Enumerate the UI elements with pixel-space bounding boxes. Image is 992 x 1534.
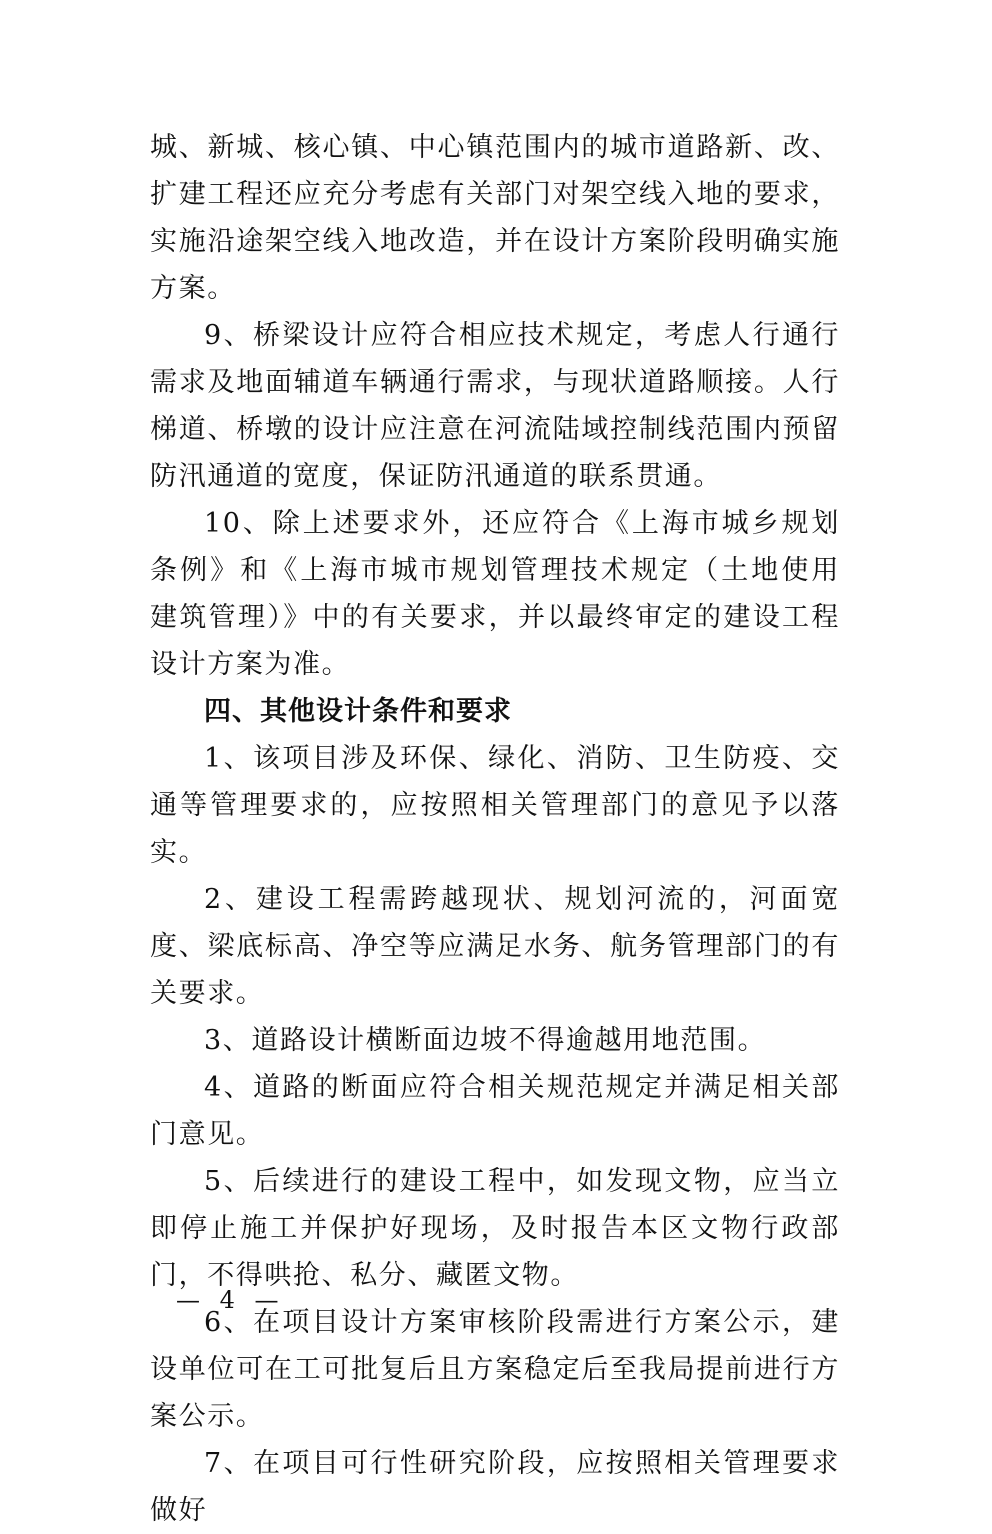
page-number: — 4 — <box>176 1286 285 1314</box>
paragraph-section4-item-2: 2、建设工程需跨越现状、规划河流的，河面宽度、梁底标高、净空等应满足水务、航务管理部门的有关要求。 <box>150 884 840 1009</box>
paragraph-continuation: 城、新城、核心镇、中心镇范围内的城市道路新、改、扩建工程还应充分考虑有关部门对架空线入地的要求，实施沿途架空线入地改造，并在设计方案阶段明确实施方案。 <box>150 132 840 304</box>
paragraph-section4-item-5: 5、后续进行的建设工程中，如发现文物，应当立即停止施工并保护好现场，及时报告本区文物行政部门，不得哄抢、私分、藏匿文物。 <box>150 1166 840 1291</box>
paragraph-section4-item-1: 1、该项目涉及环保、绿化、消防、卫生防疫、交通等管理要求的，应按照相关管理部门的意见予以落实。 <box>150 743 840 868</box>
body-text <box>150 124 869 1534</box>
paragraph-section4-item-3: 3、道路设计横断面边坡不得逾越用地范围。 <box>204 1025 767 1056</box>
paragraph-section4-item-4: 4、道路的断面应符合相关规范规定并满足相关部门意见。 <box>150 1072 840 1150</box>
paragraph-item-10: 10、除上述要求外，还应符合《上海市城乡规划条例》和《上海市城市规划管理技术规定（土地使用 建筑管理）》中的有关要求，并以最终审定的建设工程设计方案为准。 <box>150 508 869 680</box>
paragraph-section4-item-6: 6、在项目设计方案审核阶段需进行方案公示，建设单位可在工可批复后且方案稳定后至我局提前进行方案公示。 <box>150 1307 840 1432</box>
paragraph-section4-item-7: 7、在项目可行性研究阶段，应按照相关管理要求做好 <box>150 1448 840 1526</box>
section-heading-4: 四、其他设计条件和要求 <box>204 696 512 727</box>
paragraph-item-9: 9、桥梁设计应符合相应技术规定，考虑人行通行需求及地面辅道车辆通行需求，与现状道路顺接。人行梯道、桥墩的设计应注意在河流陆域控制线范围内预留防汛通道的宽度，保证防汛通道的联系贯通。 <box>150 320 840 492</box>
